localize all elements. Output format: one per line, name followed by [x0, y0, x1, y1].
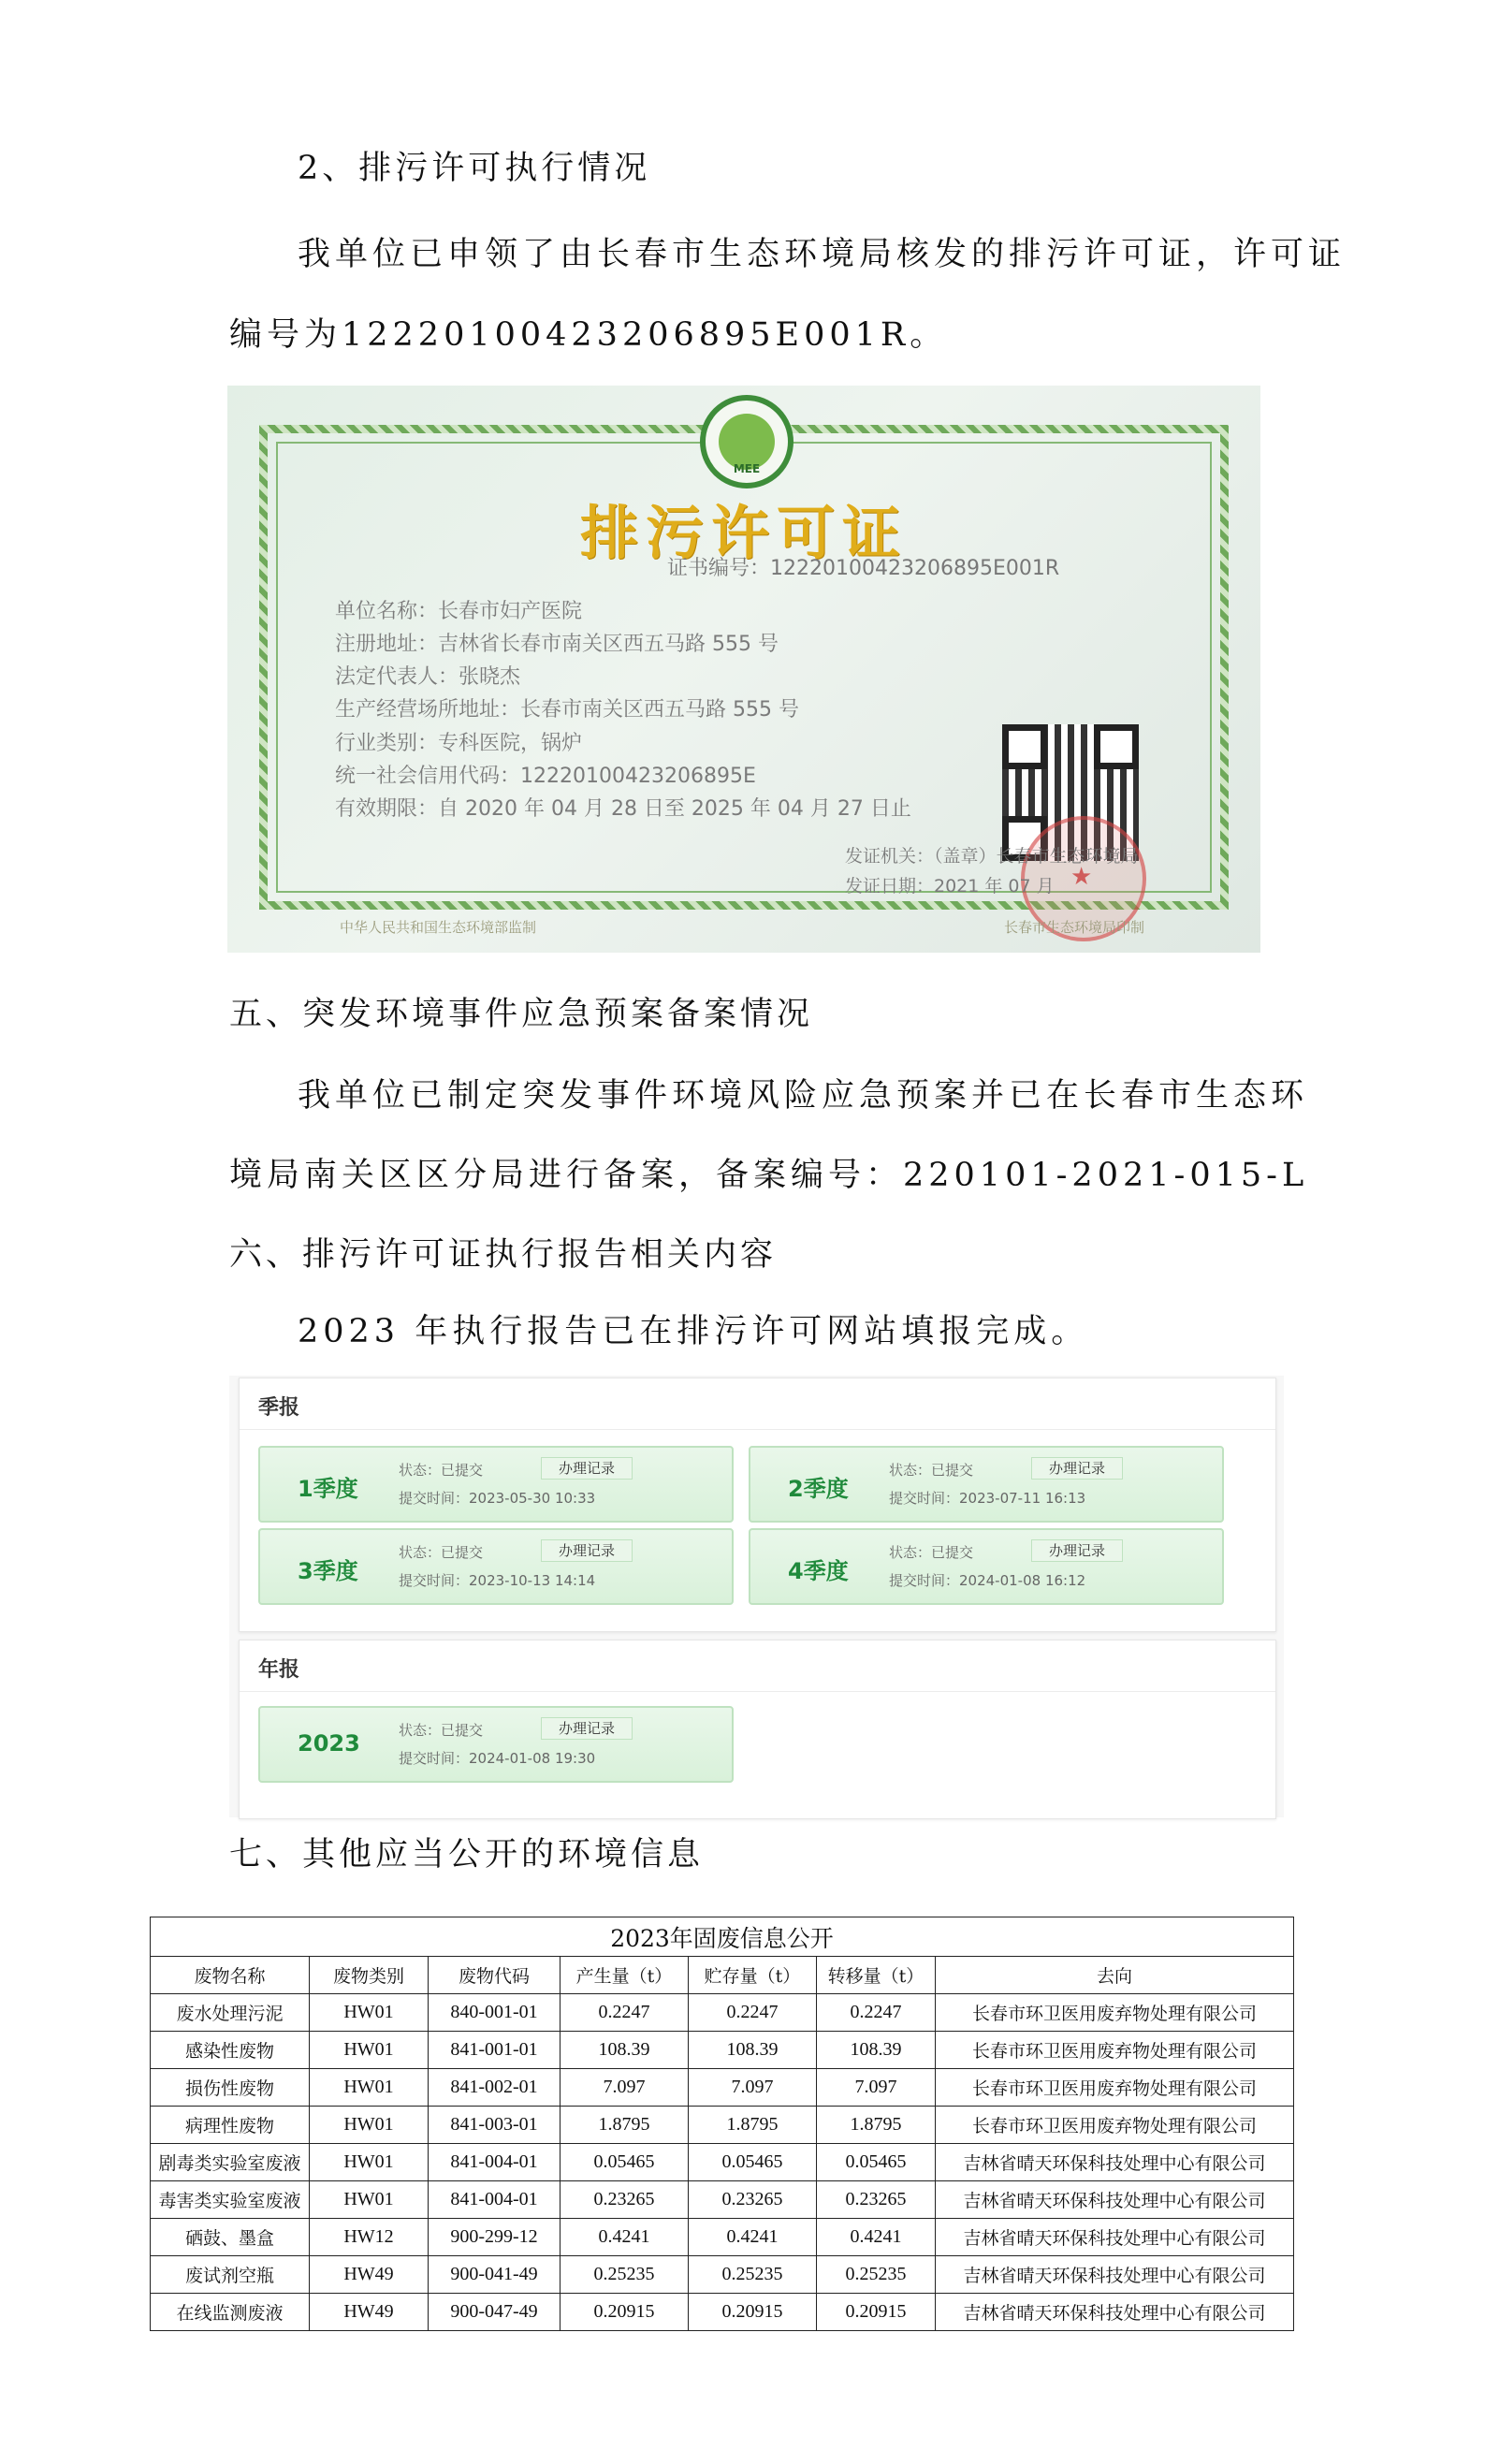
- quarter-submit-time: 提交时间：2024-01-08 16:12: [889, 1572, 1086, 1589]
- table-cell: 吉林省晴天环保科技处理中心有限公司: [936, 2294, 1294, 2331]
- column-header: 转移量（t）: [817, 1957, 936, 1994]
- table-cell: 841-004-01: [429, 2144, 561, 2181]
- table-row: [151, 2294, 1294, 2331]
- quarter-card-4[interactable]: [749, 1528, 1224, 1605]
- table-cell: 长春市环卫医用废弃物处理有限公司: [936, 2032, 1294, 2069]
- annual-report-panel: [239, 1640, 1276, 1819]
- table-cell: HW01: [310, 2032, 429, 2069]
- table-row: [151, 2219, 1294, 2256]
- quarter-submit-time: 提交时间：2023-05-30 10:33: [399, 1490, 596, 1507]
- table-row: [151, 2144, 1294, 2181]
- table-cell: HW49: [310, 2256, 429, 2294]
- section2-heading: 2、排污许可执行情况: [298, 150, 651, 187]
- certificate-field: 行业类别：专科医院，锅炉: [335, 732, 583, 755]
- table-cell: 900-041-49: [429, 2256, 561, 2294]
- table-cell: 7.097: [689, 2069, 817, 2107]
- quarterly-report-panel: [239, 1378, 1276, 1632]
- annual-submit-time: 提交时间：2024-01-08 19:30: [399, 1750, 596, 1767]
- section2-paragraph-line1: 我单位已申领了由长春市生态环境局核发的排污许可证，许可证: [298, 236, 1347, 273]
- certificate-issue-date: 发证日期：2021 年 07 月: [845, 876, 1055, 897]
- section5-paragraph-line2: 境局南关区区分局进行备案，备案编号：220101-2021-015-L: [229, 1157, 1309, 1194]
- certificate-field: 法定代表人：张晓杰: [335, 665, 521, 689]
- section6-paragraph: 2023 年执行报告已在排污许可网站填报完成。: [298, 1313, 1089, 1350]
- table-cell: 0.05465: [689, 2144, 817, 2181]
- table-cell: 硒鼓、墨盒: [151, 2219, 310, 2256]
- table-cell: 0.23265: [689, 2181, 817, 2219]
- table-cell: 0.25235: [561, 2256, 689, 2294]
- section2-paragraph-line2: 编号为12220100423206895E001R。: [229, 316, 948, 354]
- table-cell: 1.8795: [689, 2107, 817, 2144]
- table-cell: 841-003-01: [429, 2107, 561, 2144]
- process-record-button[interactable]: 办理记录: [541, 1539, 633, 1562]
- table-cell: 废水处理污泥: [151, 1994, 310, 2032]
- table-cell: 吉林省晴天环保科技处理中心有限公司: [936, 2256, 1294, 2294]
- emblem-text: MEE: [733, 462, 761, 475]
- certificate-field: 统一社会信用代码：12220100423206895E: [335, 765, 756, 788]
- table-cell: 0.2247: [561, 1994, 689, 2032]
- quarter-label: 4季度: [788, 1558, 849, 1584]
- table-cell: 841-002-01: [429, 2069, 561, 2107]
- table-cell: 7.097: [561, 2069, 689, 2107]
- table-cell: 0.23265: [817, 2181, 936, 2219]
- table-row: [151, 2181, 1294, 2219]
- certificate-footer-right: 长春市生态环境局印制: [1004, 919, 1145, 936]
- certificate-footer-left: 中华人民共和国生态环境部监制: [340, 919, 537, 936]
- quarter-status: 状态：已提交: [399, 1462, 484, 1479]
- quarter-label: 1季度: [298, 1476, 358, 1502]
- certificate-field: 注册地址：吉林省长春市南关区西五马路 555 号: [335, 633, 779, 656]
- table-row: [151, 2032, 1294, 2069]
- table-cell: 0.4241: [561, 2219, 689, 2256]
- table-header-row: [151, 1957, 1294, 1994]
- table-cell: HW01: [310, 2181, 429, 2219]
- table-cell: HW49: [310, 2294, 429, 2331]
- table-cell: 0.25235: [689, 2256, 817, 2294]
- table-cell: 0.20915: [561, 2294, 689, 2331]
- process-record-button[interactable]: 办理记录: [541, 1457, 633, 1480]
- table-cell: 1.8795: [561, 2107, 689, 2144]
- table-cell: 吉林省晴天环保科技处理中心有限公司: [936, 2181, 1294, 2219]
- certificate-field: 生产经营场所地址：长春市南关区西五马路 555 号: [335, 698, 799, 722]
- table-cell: 吉林省晴天环保科技处理中心有限公司: [936, 2219, 1294, 2256]
- table-cell: 0.20915: [689, 2294, 817, 2331]
- table-cell: 108.39: [689, 2032, 817, 2069]
- annual-card-2023[interactable]: [258, 1706, 734, 1783]
- table-cell: 长春市环卫医用废弃物处理有限公司: [936, 1994, 1294, 2032]
- annual-status: 状态：已提交: [399, 1722, 484, 1739]
- table-cell: 108.39: [817, 2032, 936, 2069]
- table-cell: 1.8795: [817, 2107, 936, 2144]
- column-header: 废物代码: [429, 1957, 561, 1994]
- table-caption: 2023年固废信息公开: [151, 1917, 1294, 1957]
- mee-emblem-icon: [700, 395, 793, 488]
- annual-report-title: 年报: [258, 1658, 300, 1682]
- table-cell: 损伤性废物: [151, 2069, 310, 2107]
- column-header: 贮存量（t）: [689, 1957, 817, 1994]
- quarter-label: 2季度: [788, 1476, 849, 1502]
- table-row: [151, 2256, 1294, 2294]
- table-cell: 吉林省晴天环保科技处理中心有限公司: [936, 2144, 1294, 2181]
- table-cell: 长春市环卫医用废弃物处理有限公司: [936, 2107, 1294, 2144]
- table-cell: 7.097: [817, 2069, 936, 2107]
- table-cell: 0.2247: [817, 1994, 936, 2032]
- table-cell: 病理性废物: [151, 2107, 310, 2144]
- quarter-submit-time: 提交时间：2023-10-13 14:14: [399, 1572, 596, 1589]
- table-cell: 剧毒类实验室废液: [151, 2144, 310, 2181]
- table-cell: 900-047-49: [429, 2294, 561, 2331]
- table-cell: 在线监测废液: [151, 2294, 310, 2331]
- quarter-card-3[interactable]: [258, 1528, 734, 1605]
- table-cell: 840-001-01: [429, 1994, 561, 2032]
- table-cell: 108.39: [561, 2032, 689, 2069]
- table-cell: 0.05465: [561, 2144, 689, 2181]
- certificate-field: 单位名称：长春市妇产医院: [335, 600, 583, 623]
- table-row: [151, 2107, 1294, 2144]
- table-row: [151, 2069, 1294, 2107]
- table-cell: 0.4241: [689, 2219, 817, 2256]
- table-cell: 900-299-12: [429, 2219, 561, 2256]
- table-cell: HW01: [310, 2069, 429, 2107]
- section6-heading: 六、排污许可证执行报告相关内容: [229, 1236, 778, 1274]
- quarter-card-2[interactable]: [749, 1446, 1224, 1523]
- column-header: 废物类别: [310, 1957, 429, 1994]
- quarter-card-1[interactable]: [258, 1446, 734, 1523]
- section5-heading: 五、突发环境事件应急预案备案情况: [229, 996, 814, 1033]
- official-seal-icon: ★: [1021, 816, 1146, 941]
- quarter-submit-time: 提交时间：2023-07-11 16:13: [889, 1490, 1086, 1507]
- certificate-title: 排污许可证: [579, 499, 908, 567]
- column-header: 产生量（t）: [561, 1957, 689, 1994]
- column-header: 废物名称: [151, 1957, 310, 1994]
- certificate-issuer: 发证机关：（盖章）长春市生态环境局: [845, 846, 1139, 867]
- table-cell: 0.2247: [689, 1994, 817, 2032]
- quarter-status: 状态：已提交: [889, 1544, 974, 1561]
- solid-waste-table: [150, 1917, 1294, 2331]
- section7-heading: 七、其他应当公开的环境信息: [229, 1836, 705, 1874]
- table-cell: 感染性废物: [151, 2032, 310, 2069]
- table-cell: HW12: [310, 2219, 429, 2256]
- quarter-label: 3季度: [298, 1558, 358, 1584]
- quarter-status: 状态：已提交: [399, 1544, 484, 1561]
- table-cell: 841-001-01: [429, 2032, 561, 2069]
- table-cell: 0.23265: [561, 2181, 689, 2219]
- table-cell: HW01: [310, 2107, 429, 2144]
- annual-label: 2023: [298, 1730, 360, 1757]
- certificate-field: 有效期限：自 2020 年 04 月 28 日至 2025 年 04 月 27 日止: [335, 797, 911, 821]
- process-record-button[interactable]: 办理记录: [1031, 1539, 1123, 1562]
- table-cell: 0.25235: [817, 2256, 936, 2294]
- column-header: 去向: [936, 1957, 1294, 1994]
- process-record-button[interactable]: 办理记录: [1031, 1457, 1123, 1480]
- quarterly-report-title: 季报: [258, 1396, 300, 1420]
- table-cell: 0.05465: [817, 2144, 936, 2181]
- table-cell: HW01: [310, 1994, 429, 2032]
- process-record-button[interactable]: 办理记录: [541, 1717, 633, 1740]
- table-cell: HW01: [310, 2144, 429, 2181]
- report-status-screenshot: [229, 1376, 1284, 1817]
- table-cell: 长春市环卫医用废弃物处理有限公司: [936, 2069, 1294, 2107]
- table-row: [151, 1994, 1294, 2032]
- table-cell: 0.20915: [817, 2294, 936, 2331]
- certificate-number: 证书编号：12220100423206895E001R: [667, 557, 1060, 580]
- table-cell: 废试剂空瓶: [151, 2256, 310, 2294]
- quarter-status: 状态：已提交: [889, 1462, 974, 1479]
- section5-paragraph-line1: 我单位已制定突发事件环境风险应急预案并已在长春市生态环: [298, 1077, 1309, 1115]
- table-cell: 841-004-01: [429, 2181, 561, 2219]
- table-cell: 0.4241: [817, 2219, 936, 2256]
- table-cell: 毒害类实验室废液: [151, 2181, 310, 2219]
- permit-certificate-image: [227, 386, 1260, 953]
